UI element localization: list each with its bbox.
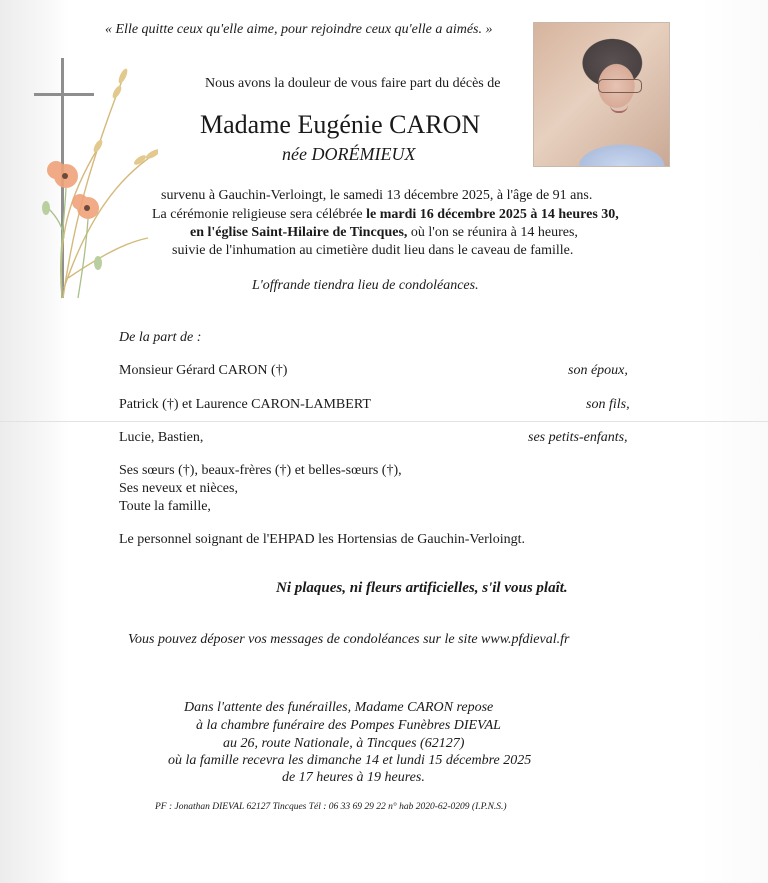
repose-line: de 17 heures à 19 heures. <box>282 770 425 785</box>
deceased-name: Madame Eugénie CARON <box>200 110 481 139</box>
other-relatives-line: Ses neveux et nièces, <box>119 481 238 496</box>
family-member-name: Lucie, Bastien, <box>119 430 204 445</box>
ehpad-staff: Le personnel soignant de l'EHPAD les Hortensias de Gauchin-Verloingt. <box>119 532 525 547</box>
repose-line: au 26, route Nationale, à Tincques (62127) <box>223 736 465 751</box>
glasses <box>598 79 642 93</box>
portrait-photo <box>533 22 670 167</box>
offrande-note: L'offrande tiendra lieu de condoléances. <box>252 278 479 293</box>
church-line <box>190 225 578 241</box>
ceremony-text: La cérémonie religieuse sera célébrée <box>152 207 367 222</box>
family-member-relation: son époux, <box>568 363 628 378</box>
other-relatives-line: Toute la famille, <box>119 499 211 514</box>
church-name: en l'église Saint-Hilaire de Tincques, <box>190 225 408 240</box>
cross-and-poppies-icon <box>28 58 158 308</box>
de-la-part-label: De la part de : <box>119 330 202 345</box>
family-member-relation: son fils, <box>586 397 630 412</box>
family-member-name: Patrick (†) et Laurence CARON-LAMBERT <box>119 397 371 412</box>
no-flowers-note: Ni plaques, ni fleurs artificielles, s'il vous plaît. <box>276 580 568 596</box>
smile <box>610 105 628 113</box>
funeral-home-footer: PF : Jonathan DIEVAL 62127 Tincques Tél : 06 33 69 29 22 n° hab 2020-62-0209 (I.P.N.S.) <box>155 802 507 812</box>
family-member-name: Monsieur Gérard CARON (†) <box>119 363 288 378</box>
paper-fold-line <box>0 421 768 422</box>
gathering-time: où l'on se réunira à 14 heures, <box>407 225 578 240</box>
ceremony-line <box>152 207 619 223</box>
repose-line: Dans l'attente des funérailles, Madame CARON repose <box>184 700 494 715</box>
quote: « Elle quitte ceux qu'elle aime, pour rejoindre ceux qu'elle a aimés. » <box>105 22 493 37</box>
repose-line: où la famille recevra les dimanche 14 et lundi 15 décembre 2025 <box>168 753 532 768</box>
maiden-name: née DORÉMIEUX <box>282 144 416 164</box>
condolences-website: Vous pouvez déposer vos messages de condoléances sur le site www.pfdieval.fr <box>128 632 570 647</box>
death-details: survenu à Gauchin-Verloingt, le samedi 13 décembre 2025, à l'âge de 91 ans. <box>161 188 593 203</box>
family-member-relation: ses petits-enfants, <box>528 430 628 445</box>
intro-text: Nous avons la douleur de vous faire part du décès de <box>205 76 501 91</box>
ceremony-date: le mardi 16 décembre 2025 à 14 heures 30, <box>366 207 619 222</box>
repose-line: à la chambre funéraire des Pompes Funèbres DIEVAL <box>196 718 501 733</box>
other-relatives-line: Ses sœurs (†), beaux-frères (†) et belles-sœurs (†), <box>119 463 402 478</box>
burial-details: suivie de l'inhumation au cimetière dudit lieu dans le caveau de famille. <box>172 243 574 258</box>
